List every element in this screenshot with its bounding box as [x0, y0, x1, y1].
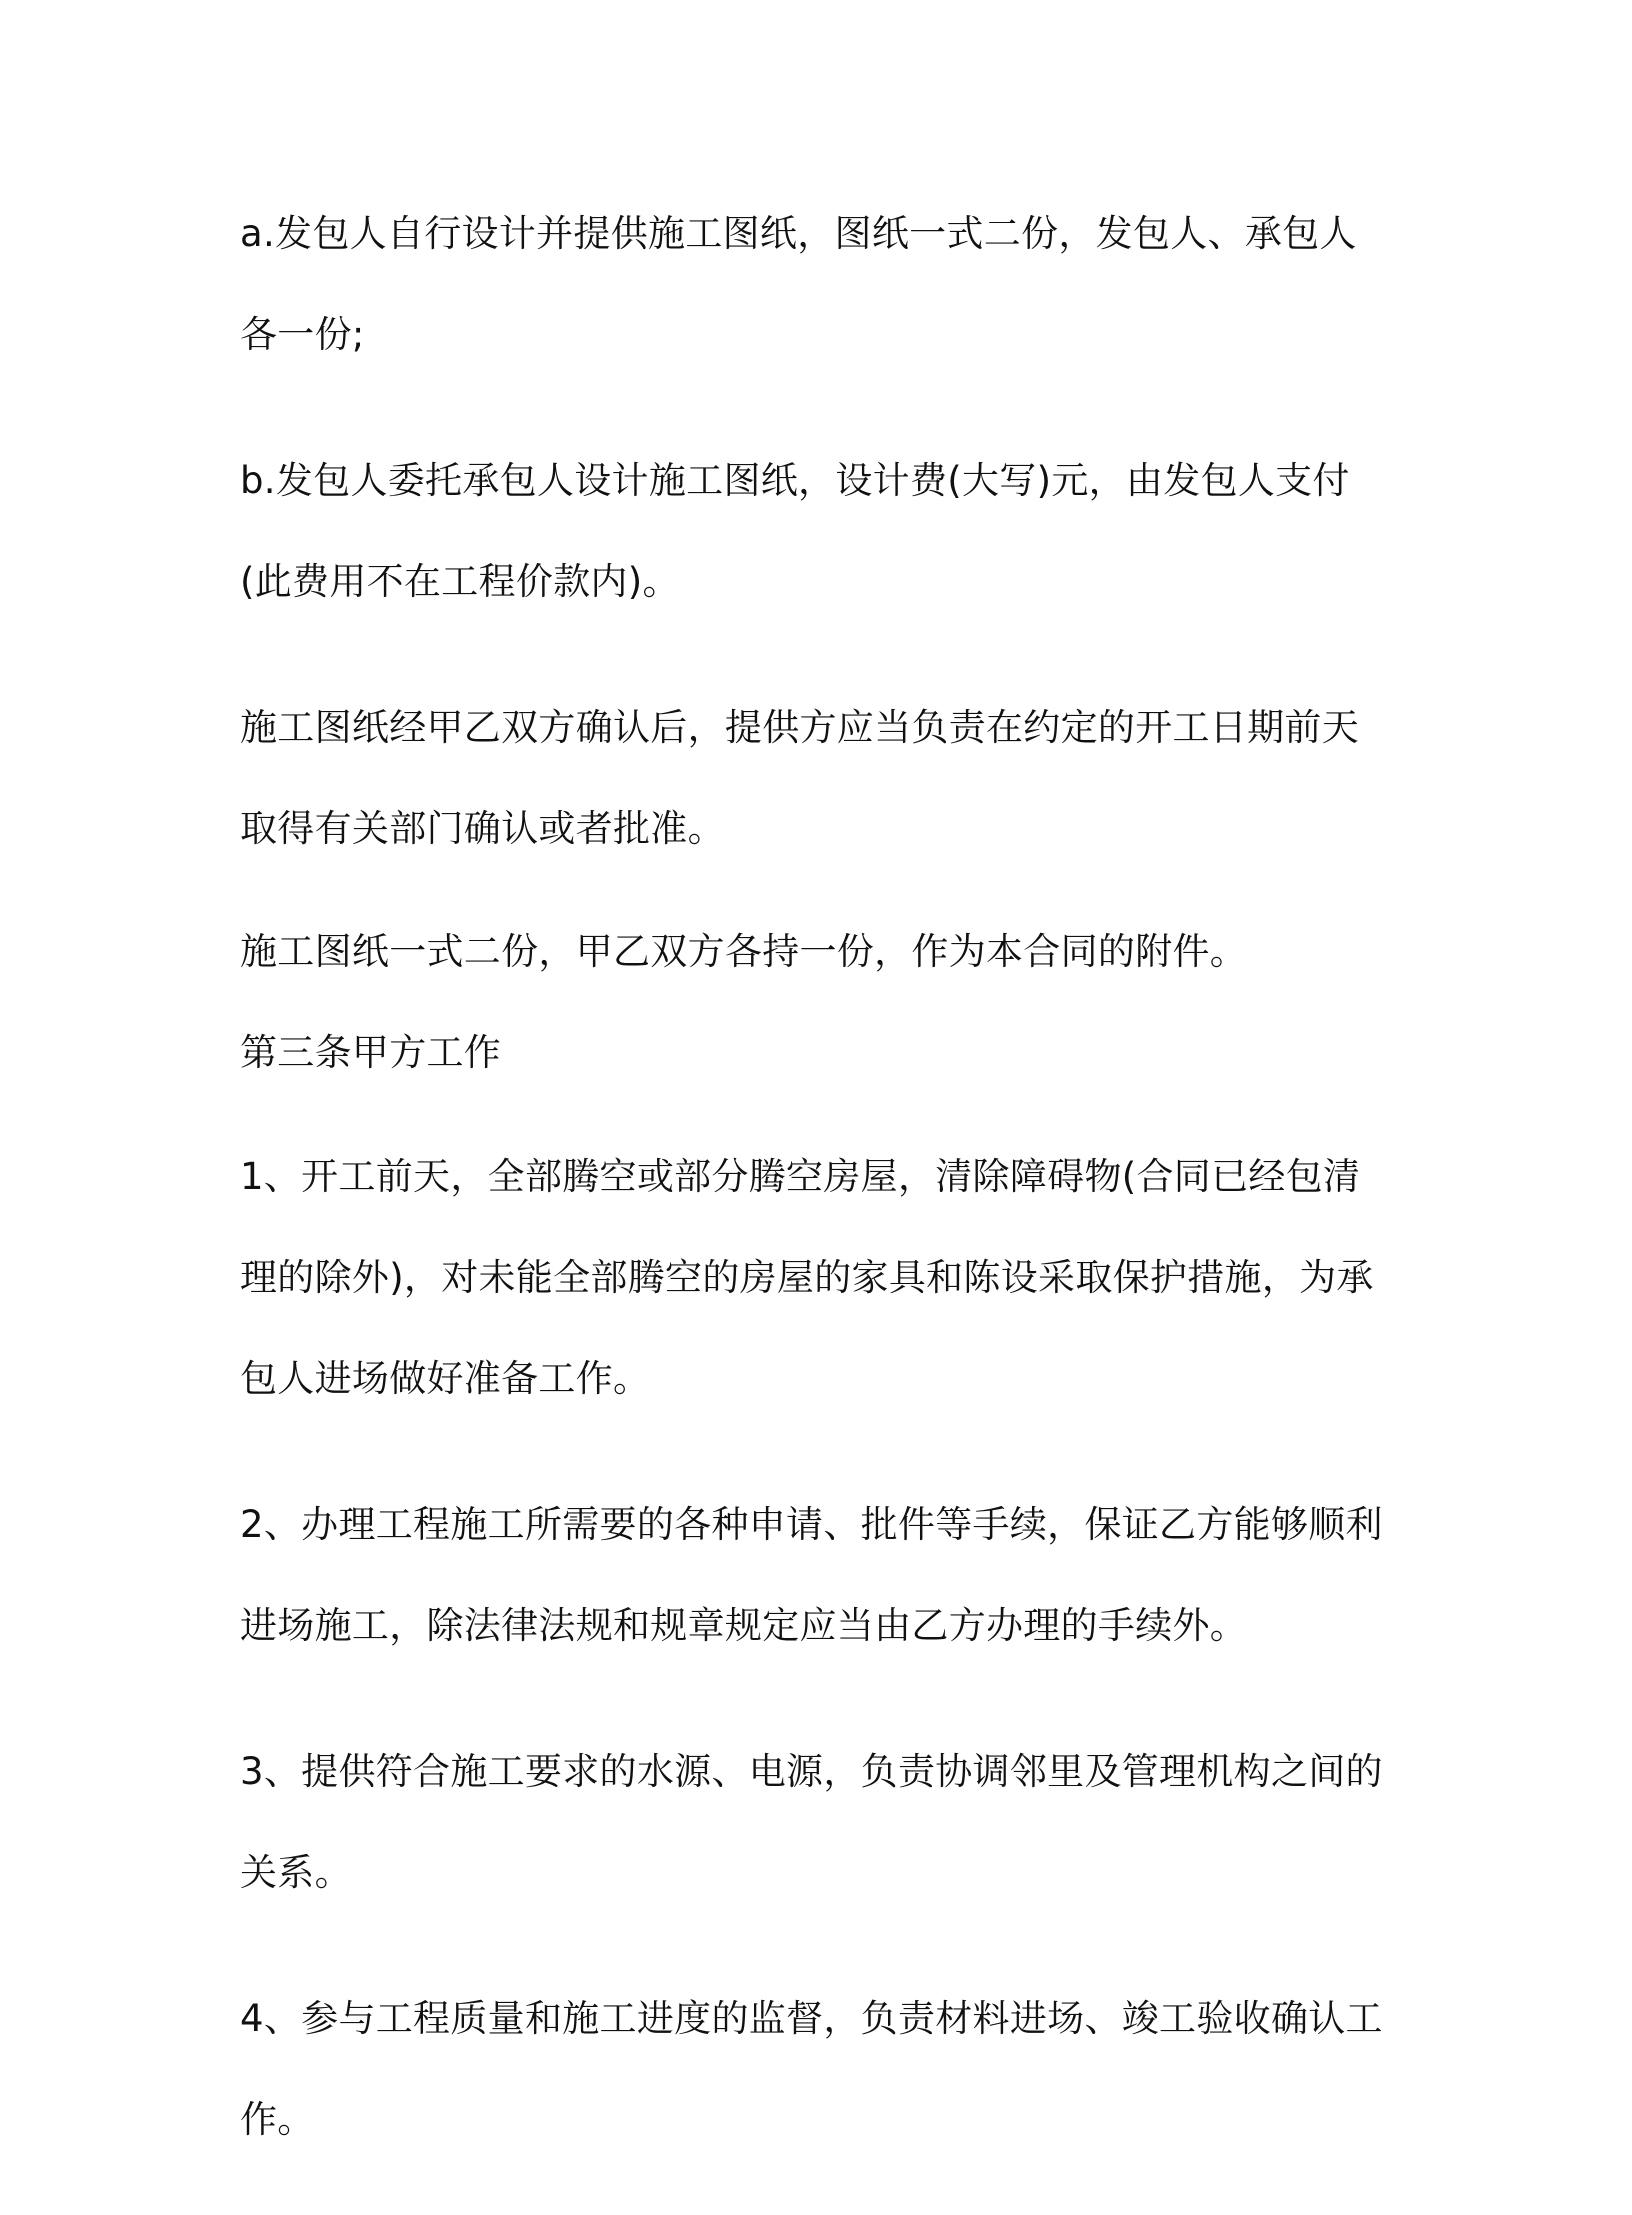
list-item-1: 1、开工前天，全部腾空或部分腾空房屋，清除障碍物(合同已经包清理的除外)，对未能全部腾空的房屋的家具和陈设采取保护措施，为承包人进场做好准备工作。: [240, 1155, 1374, 1400]
paragraph-drawing-option-a: a.发包人自行设计并提供施工图纸，图纸一式二份，发包人、承包人各一份;: [240, 212, 1357, 356]
document-body: [240, 183, 1390, 2215]
section-heading-article-3: 第三条甲方工作: [240, 1031, 502, 1074]
paragraph-drawing-option-b: b.发包人委托承包人设计施工图纸，设计费(大写)元，由发包人支付(此费用不在工程价款内)。: [240, 459, 1350, 603]
list-item-3: 3、提供符合施工要求的水源、电源，负责协调邻里及管理机构之间的关系。: [240, 1750, 1383, 1894]
paragraph-drawing-copies: 施工图纸一式二份，甲乙双方各持一份，作为本合同的附件。: [240, 930, 1248, 973]
list-item-4: 4、参与工程质量和施工进度的监督，负责材料进场、竣工验收确认工作。: [240, 1997, 1383, 2141]
list-item-2: 2、办理工程施工所需要的各种申请、批件等手续，保证乙方能够顺利进场施工，除法律法规和规章规定应当由乙方办理的手续外。: [240, 1503, 1383, 1647]
paragraph-drawing-approval: 施工图纸经甲乙双方确认后，提供方应当负责在约定的开工日期前天取得有关部门确认或者批准。: [240, 706, 1359, 850]
